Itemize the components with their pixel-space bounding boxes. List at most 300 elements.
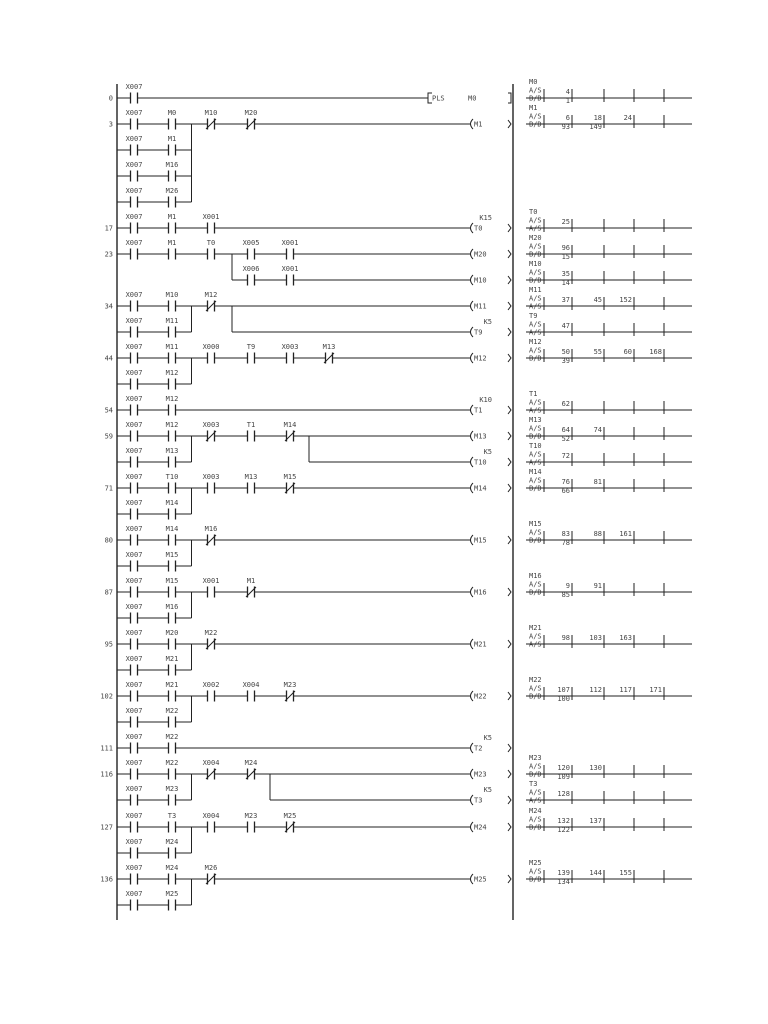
xref-value: 161 bbox=[619, 530, 632, 538]
coil-name: M12 bbox=[474, 354, 487, 363]
coil bbox=[471, 535, 512, 545]
xref-value: 88 bbox=[593, 530, 602, 538]
contact-label: X007 bbox=[125, 447, 143, 455]
contact-label: X007 bbox=[125, 421, 143, 429]
xref-value: 66 bbox=[561, 487, 570, 495]
contact-label: X003 bbox=[281, 343, 299, 351]
no-contact bbox=[126, 733, 143, 754]
no-contact bbox=[126, 864, 143, 885]
xref-tag: B/D bbox=[529, 588, 542, 597]
no-contact bbox=[203, 213, 220, 234]
coil-constant: K5 bbox=[483, 786, 492, 794]
xref-device: T1 bbox=[529, 390, 538, 398]
coil-constant: K5 bbox=[483, 448, 492, 456]
no-contact bbox=[166, 317, 179, 338]
xref-value: 76 bbox=[561, 478, 570, 486]
xref-value: 152 bbox=[619, 296, 632, 304]
contact-label: M22 bbox=[165, 707, 179, 715]
xref-value: 155 bbox=[619, 869, 632, 877]
xref-value: 15 bbox=[561, 253, 570, 261]
nc-contact bbox=[246, 577, 256, 598]
no-contact bbox=[126, 759, 143, 780]
contact-label: M21 bbox=[165, 655, 179, 663]
contact-label: T0 bbox=[206, 239, 216, 247]
no-contact bbox=[166, 890, 179, 911]
xref-value: 132 bbox=[557, 817, 570, 825]
no-contact bbox=[243, 681, 260, 702]
coil-name: T2 bbox=[474, 744, 483, 753]
coil bbox=[471, 301, 512, 311]
coil-name: M15 bbox=[474, 536, 487, 545]
rung-95 bbox=[105, 624, 692, 676]
nc-contact bbox=[205, 629, 218, 650]
xref-value: 107 bbox=[557, 686, 570, 694]
contact-label: M24 bbox=[165, 864, 179, 872]
rung-23 bbox=[105, 234, 692, 287]
contact-label: X007 bbox=[125, 239, 143, 247]
xref-tag: A/S bbox=[529, 580, 542, 589]
no-contact bbox=[166, 551, 179, 572]
xref-device: M22 bbox=[529, 676, 542, 684]
no-contact bbox=[166, 499, 179, 520]
xref-M11 bbox=[526, 286, 692, 311]
contact-label: X001 bbox=[281, 265, 299, 273]
contact-label: M14 bbox=[283, 421, 297, 429]
no-contact bbox=[126, 317, 143, 338]
output-arrow bbox=[508, 640, 511, 648]
xref-M0 bbox=[526, 78, 692, 105]
xref-value: 55 bbox=[593, 348, 602, 356]
nc-contact bbox=[203, 421, 220, 442]
xref-value: 4 bbox=[565, 88, 570, 96]
output-arrow bbox=[508, 875, 511, 883]
step-number: 116 bbox=[100, 770, 113, 779]
rung-87 bbox=[105, 572, 692, 624]
no-contact bbox=[166, 395, 179, 416]
xref-T1 bbox=[526, 390, 692, 415]
output-arrow bbox=[508, 536, 511, 544]
no-contact bbox=[126, 707, 143, 728]
contact-label: M23 bbox=[165, 785, 179, 793]
no-contact bbox=[166, 759, 179, 780]
no-contact bbox=[126, 369, 143, 390]
xref-tag: B/D bbox=[529, 94, 542, 103]
coil bbox=[471, 874, 512, 884]
no-contact bbox=[168, 135, 176, 156]
contact-label: M12 bbox=[204, 291, 218, 299]
xref-value: 6 bbox=[565, 114, 570, 122]
no-contact bbox=[126, 525, 143, 546]
coil bbox=[471, 119, 512, 129]
xref-tag: A/S bbox=[529, 346, 542, 355]
coil-name: T1 bbox=[474, 406, 483, 415]
xref-value: 64 bbox=[561, 426, 570, 434]
step-number: 17 bbox=[104, 224, 113, 233]
xref-tag: A/S bbox=[529, 450, 542, 459]
no-contact bbox=[126, 681, 143, 702]
contact-label: M12 bbox=[165, 395, 179, 403]
no-contact bbox=[166, 447, 179, 468]
no-contact bbox=[166, 655, 179, 676]
contact-label: M26 bbox=[204, 864, 218, 872]
xref-value: 18 bbox=[593, 114, 602, 122]
no-contact bbox=[282, 265, 299, 286]
output-arrow bbox=[508, 823, 511, 831]
no-contact bbox=[126, 447, 143, 468]
xref-M20 bbox=[526, 234, 692, 261]
contact-label: M10 bbox=[204, 109, 218, 117]
xref-tag: A/S bbox=[529, 528, 542, 537]
contact-label: X004 bbox=[242, 681, 260, 689]
coil bbox=[471, 822, 512, 832]
xref-device: M11 bbox=[529, 286, 542, 294]
nc-contact bbox=[205, 109, 218, 130]
xref-value: 103 bbox=[589, 634, 602, 642]
xref-tag: A/S bbox=[529, 268, 542, 277]
coil-name: T10 bbox=[474, 458, 487, 467]
contact-label: M24 bbox=[165, 838, 179, 846]
no-contact bbox=[126, 838, 143, 859]
xref-device: T9 bbox=[529, 312, 538, 320]
coil bbox=[471, 431, 512, 441]
xref-device: M12 bbox=[529, 338, 542, 346]
xref-value: 78 bbox=[561, 539, 570, 547]
contact-label: M16 bbox=[165, 603, 179, 611]
xref-tag: A/S bbox=[529, 796, 542, 805]
no-contact bbox=[166, 369, 179, 390]
contact-label: M16 bbox=[165, 161, 179, 169]
xref-tag: B/D bbox=[529, 770, 542, 779]
contact-label: M22 bbox=[165, 759, 179, 767]
no-contact bbox=[126, 291, 143, 312]
output-arrow bbox=[508, 250, 511, 258]
step-number: 54 bbox=[104, 406, 113, 415]
no-contact bbox=[166, 473, 179, 494]
rung-136 bbox=[100, 859, 692, 911]
step-number: 34 bbox=[104, 302, 113, 311]
contact-label: X007 bbox=[125, 733, 143, 741]
no-contact bbox=[166, 838, 179, 859]
xref-tag: B/D bbox=[529, 692, 542, 701]
contact-label: X004 bbox=[202, 812, 220, 820]
contact-label: X007 bbox=[125, 213, 143, 221]
contact-label: M13 bbox=[322, 343, 336, 351]
output-arrow bbox=[508, 406, 511, 414]
xref-value: 9 bbox=[565, 582, 570, 590]
xref-M10 bbox=[526, 260, 692, 287]
contact-label: X001 bbox=[202, 577, 220, 585]
coil bbox=[471, 786, 512, 805]
no-contact bbox=[243, 239, 260, 260]
contact-label: X007 bbox=[125, 109, 143, 117]
xref-device: M20 bbox=[529, 234, 542, 242]
output-arrow bbox=[508, 692, 511, 700]
coil-name: M16 bbox=[474, 588, 487, 597]
xref-value: 35 bbox=[561, 270, 570, 278]
function-operand: M0 bbox=[468, 94, 477, 103]
xref-device: T0 bbox=[529, 208, 538, 216]
rung-44 bbox=[105, 338, 692, 390]
xref-tag: A/S bbox=[529, 86, 542, 95]
xref-M25 bbox=[526, 859, 692, 886]
contact-label: M1 bbox=[246, 577, 256, 585]
nc-contact bbox=[284, 681, 297, 702]
output-arrow bbox=[508, 120, 511, 128]
rung-80 bbox=[105, 520, 692, 572]
xref-value: 168 bbox=[649, 348, 662, 356]
nc-contact bbox=[284, 473, 297, 494]
contact-label: M22 bbox=[204, 629, 218, 637]
contact-label: T10 bbox=[165, 473, 179, 481]
xref-T9 bbox=[526, 312, 692, 337]
xref-value: 37 bbox=[561, 296, 570, 304]
contact-label: X007 bbox=[125, 707, 143, 715]
contact-label: X007 bbox=[125, 161, 143, 169]
no-contact bbox=[203, 343, 220, 364]
xref-tag: A/S bbox=[529, 476, 542, 485]
contact-label: X007 bbox=[125, 655, 143, 663]
xref-M24 bbox=[526, 807, 692, 834]
no-contact bbox=[282, 343, 299, 364]
contact-label: X001 bbox=[281, 239, 299, 247]
xref-tag: A/S bbox=[529, 788, 542, 797]
output-arrow bbox=[508, 744, 511, 752]
xref-tag: A/S bbox=[529, 684, 542, 693]
xref-tag: A/S bbox=[529, 302, 542, 311]
output-arrow bbox=[508, 328, 511, 336]
xref-device: M14 bbox=[529, 468, 542, 476]
function-name: PLS bbox=[432, 94, 445, 103]
xref-device: M25 bbox=[529, 859, 542, 867]
rung-17 bbox=[105, 208, 692, 234]
coil bbox=[471, 639, 512, 649]
coil-name: M11 bbox=[474, 302, 487, 311]
contact-label: T9 bbox=[246, 343, 256, 351]
xref-tag: A/S bbox=[529, 112, 542, 121]
no-contact bbox=[245, 473, 258, 494]
output-arrow bbox=[508, 770, 511, 778]
contact-label: M1 bbox=[167, 239, 177, 247]
no-contact bbox=[166, 785, 179, 806]
xref-value: 85 bbox=[561, 591, 570, 599]
xref-value: 130 bbox=[589, 764, 602, 772]
no-contact bbox=[126, 603, 143, 624]
xref-value: 137 bbox=[589, 817, 602, 825]
coil bbox=[471, 691, 512, 701]
no-contact bbox=[126, 551, 143, 572]
no-contact bbox=[126, 785, 143, 806]
contact-label: M13 bbox=[244, 473, 258, 481]
output-arrow bbox=[508, 432, 511, 440]
contact-label: X007 bbox=[125, 681, 143, 689]
contact-label: X000 bbox=[202, 343, 220, 351]
xref-tag: A/S bbox=[529, 867, 542, 876]
output-arrow bbox=[508, 276, 511, 284]
no-contact bbox=[126, 655, 143, 676]
xref-value: 60 bbox=[623, 348, 632, 356]
xref-value: 98 bbox=[561, 634, 570, 642]
contact-label: X007 bbox=[125, 187, 143, 195]
xref-tag: B/D bbox=[529, 432, 542, 441]
coil bbox=[471, 275, 512, 285]
xref-M22 bbox=[526, 676, 692, 703]
xref-tag: A/S bbox=[529, 424, 542, 433]
contact-label: X007 bbox=[125, 343, 143, 351]
xref-value: 52 bbox=[561, 435, 570, 443]
rung-71 bbox=[105, 468, 692, 520]
step-number: 71 bbox=[104, 484, 113, 493]
coil-name: M23 bbox=[474, 770, 487, 779]
coil bbox=[471, 353, 512, 363]
xref-tag: B/D bbox=[529, 120, 542, 129]
no-contact bbox=[166, 187, 179, 208]
contact-label: T1 bbox=[246, 421, 256, 429]
contact-label: X003 bbox=[202, 473, 220, 481]
xref-tag: A/S bbox=[529, 406, 542, 415]
no-contact bbox=[166, 629, 179, 650]
no-contact bbox=[166, 603, 179, 624]
xref-value: 72 bbox=[561, 452, 570, 460]
coil-name: M22 bbox=[474, 692, 487, 701]
step-number: 3 bbox=[108, 120, 113, 129]
contact-label: X002 bbox=[202, 681, 220, 689]
xref-value: 24 bbox=[623, 114, 632, 122]
no-contact bbox=[166, 343, 179, 364]
contact-label: X007 bbox=[125, 629, 143, 637]
step-number: 80 bbox=[104, 536, 113, 545]
contact-label: M11 bbox=[165, 317, 179, 325]
xref-value: 45 bbox=[593, 296, 602, 304]
xref-value: 171 bbox=[649, 686, 662, 694]
coil-name: T9 bbox=[474, 328, 483, 337]
output-arrow bbox=[508, 796, 511, 804]
coil-name: M20 bbox=[474, 250, 487, 259]
coil bbox=[471, 587, 512, 597]
xref-value: 139 bbox=[557, 869, 570, 877]
xref-M12 bbox=[526, 338, 692, 365]
step-number: 87 bbox=[104, 588, 113, 597]
coil-name: T0 bbox=[474, 224, 483, 233]
coil bbox=[471, 769, 512, 779]
contact-label: M24 bbox=[244, 759, 258, 767]
rung-34 bbox=[105, 286, 692, 338]
contact-label: M20 bbox=[165, 629, 179, 637]
coil-constant: K15 bbox=[479, 214, 492, 222]
xref-tag: B/D bbox=[529, 823, 542, 832]
coil-name: M10 bbox=[474, 276, 487, 285]
coil bbox=[471, 734, 512, 753]
xref-tag: A/S bbox=[529, 328, 542, 337]
xref-tag: B/D bbox=[529, 484, 542, 493]
xref-tag: A/S bbox=[529, 458, 542, 467]
no-contact bbox=[166, 291, 179, 312]
contact-label: X007 bbox=[125, 577, 143, 585]
xref-value: 47 bbox=[561, 322, 570, 330]
no-contact bbox=[126, 890, 143, 911]
xref-value: 109 bbox=[557, 773, 570, 781]
coil-name: M1 bbox=[474, 120, 483, 129]
no-contact bbox=[126, 499, 143, 520]
no-contact bbox=[168, 812, 176, 833]
nc-contact bbox=[205, 291, 218, 312]
contact-label: M15 bbox=[283, 473, 297, 481]
nc-contact bbox=[203, 759, 220, 780]
nc-contact bbox=[205, 525, 218, 546]
no-contact bbox=[126, 213, 143, 234]
contact-label: M11 bbox=[165, 343, 179, 351]
rung-54 bbox=[105, 390, 692, 416]
coil bbox=[471, 396, 512, 415]
coil bbox=[471, 483, 512, 493]
xref-M23 bbox=[526, 754, 692, 781]
xref-T3 bbox=[526, 780, 692, 805]
contact-label: M14 bbox=[165, 499, 179, 507]
no-contact bbox=[166, 525, 179, 546]
no-contact bbox=[203, 812, 220, 833]
nc-contact bbox=[245, 109, 258, 130]
xref-value: 25 bbox=[561, 218, 570, 226]
xref-tag: A/S bbox=[529, 224, 542, 233]
coil-constant: K5 bbox=[483, 734, 492, 742]
contact-label: X005 bbox=[242, 239, 260, 247]
no-contact bbox=[126, 577, 143, 598]
contact-label: M22 bbox=[165, 733, 179, 741]
no-contact bbox=[126, 473, 143, 494]
contact-label: X007 bbox=[125, 499, 143, 507]
no-contact bbox=[245, 812, 258, 833]
step-number: 0 bbox=[108, 94, 113, 103]
xref-device: T10 bbox=[529, 442, 542, 450]
xref-tag: A/S bbox=[529, 242, 542, 251]
coil bbox=[471, 318, 512, 337]
xref-value: 96 bbox=[561, 244, 570, 252]
contact-label: M25 bbox=[165, 890, 179, 898]
output-arrow bbox=[508, 484, 511, 492]
coil-name: M25 bbox=[474, 875, 487, 884]
no-contact bbox=[166, 421, 179, 442]
contact-label: M16 bbox=[204, 525, 218, 533]
no-contact bbox=[247, 343, 255, 364]
contact-label: M10 bbox=[165, 291, 179, 299]
step-number: 136 bbox=[100, 875, 113, 884]
xref-value: 100 bbox=[557, 695, 570, 703]
contact-label: M15 bbox=[165, 551, 179, 559]
xref-value: 62 bbox=[561, 400, 570, 408]
xref-value: 83 bbox=[561, 530, 570, 538]
contact-label: M15 bbox=[165, 577, 179, 585]
no-contact bbox=[166, 707, 179, 728]
xref-tag: A/S bbox=[529, 815, 542, 824]
xref-device: M15 bbox=[529, 520, 542, 528]
contact-label: X006 bbox=[242, 265, 260, 273]
contact-label: M14 bbox=[165, 525, 179, 533]
no-contact bbox=[126, 812, 143, 833]
xref-device: M21 bbox=[529, 624, 542, 632]
contact-label: M0 bbox=[167, 109, 177, 117]
contact-label: M26 bbox=[165, 187, 179, 195]
contact-label: M21 bbox=[165, 681, 179, 689]
xref-value: 1 bbox=[565, 97, 570, 105]
no-contact bbox=[126, 629, 143, 650]
xref-tag: A/S bbox=[529, 640, 542, 649]
no-contact bbox=[126, 161, 143, 182]
xref-device: M16 bbox=[529, 572, 542, 580]
no-contact bbox=[166, 681, 179, 702]
xref-M1 bbox=[526, 104, 692, 131]
rung-102 bbox=[100, 676, 692, 728]
xref-value: 117 bbox=[619, 686, 632, 694]
contact-label: X007 bbox=[125, 551, 143, 559]
